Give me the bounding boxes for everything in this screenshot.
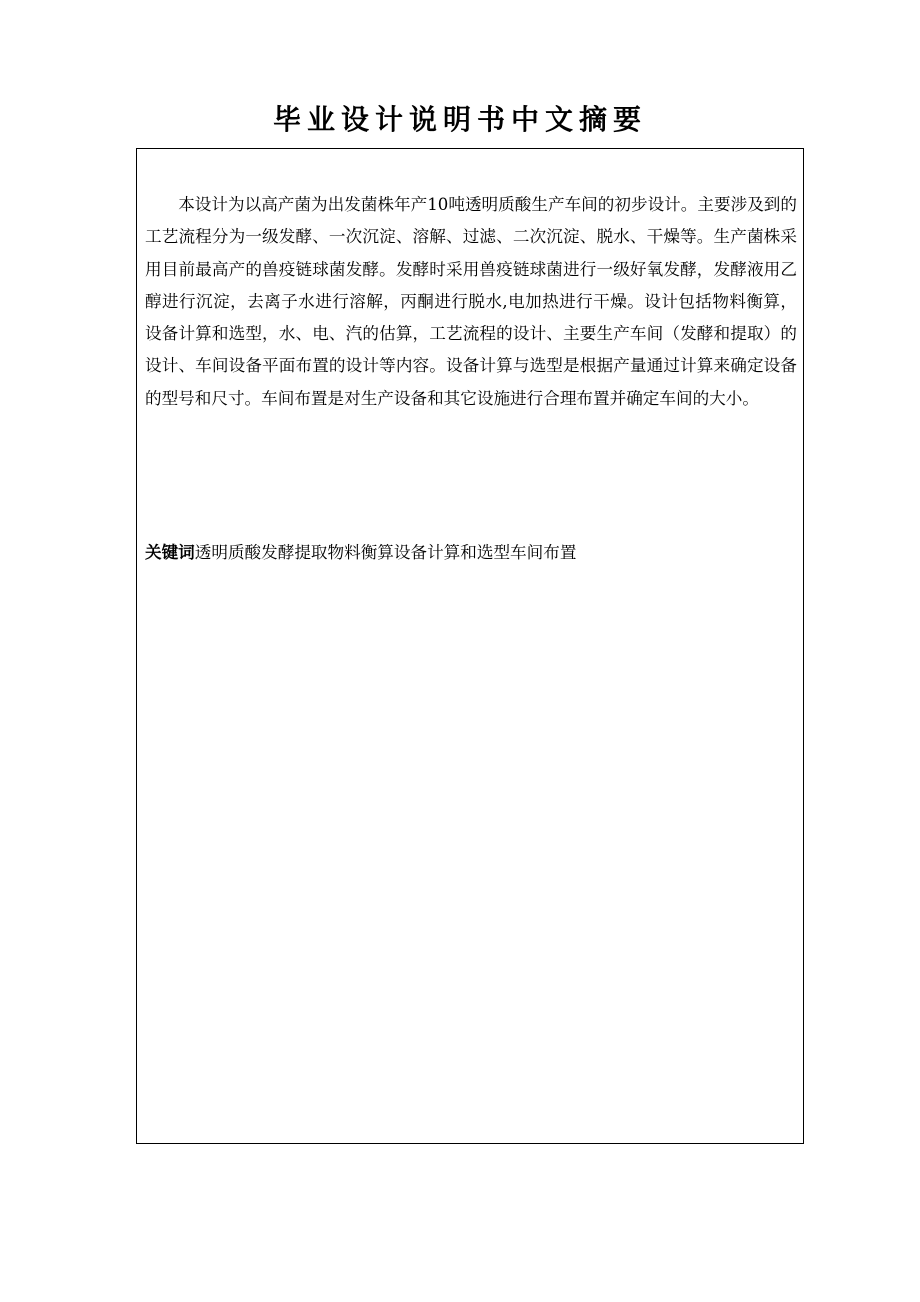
keywords-label: 关键词 — [145, 543, 195, 562]
abstract-body: 本设计为以高产菌为出发菌株年产10吨透明质酸生产车间的初步设计。主要涉及到的工艺流程分为一级发酵、一次沉淀、溶解、过滤、二次沉淀、脱水、干燥等。生产菌株采用目前最高产的兽疫链球菌发酵。发酵时采用兽疫链球菌进行一级好氧发酵，发酵液用乙醇进行沉淀，去离子水进行溶解，丙酮进行脱水,电加热进行干燥。设计包括物料衡算，设备计算和选型，水、电、汽的估算，工艺流程的设计、主要生产车间（发酵和提取）的设计、车间设备平面布置的设计等内容。设备计算与选型是根据产量通过计算来确定设备的型号和尺寸。车间布置是对生产设备和其它设施进行合理布置并确定车间的大小。 — [145, 195, 797, 408]
keywords-text: 透明质酸发酵提取物料衡算设备计算和选型车间布置 — [194, 543, 577, 562]
page-title: 毕业设计说明书中文摘要 — [272, 103, 647, 136]
abstract-box — [136, 148, 804, 1144]
keywords-line — [145, 537, 797, 569]
